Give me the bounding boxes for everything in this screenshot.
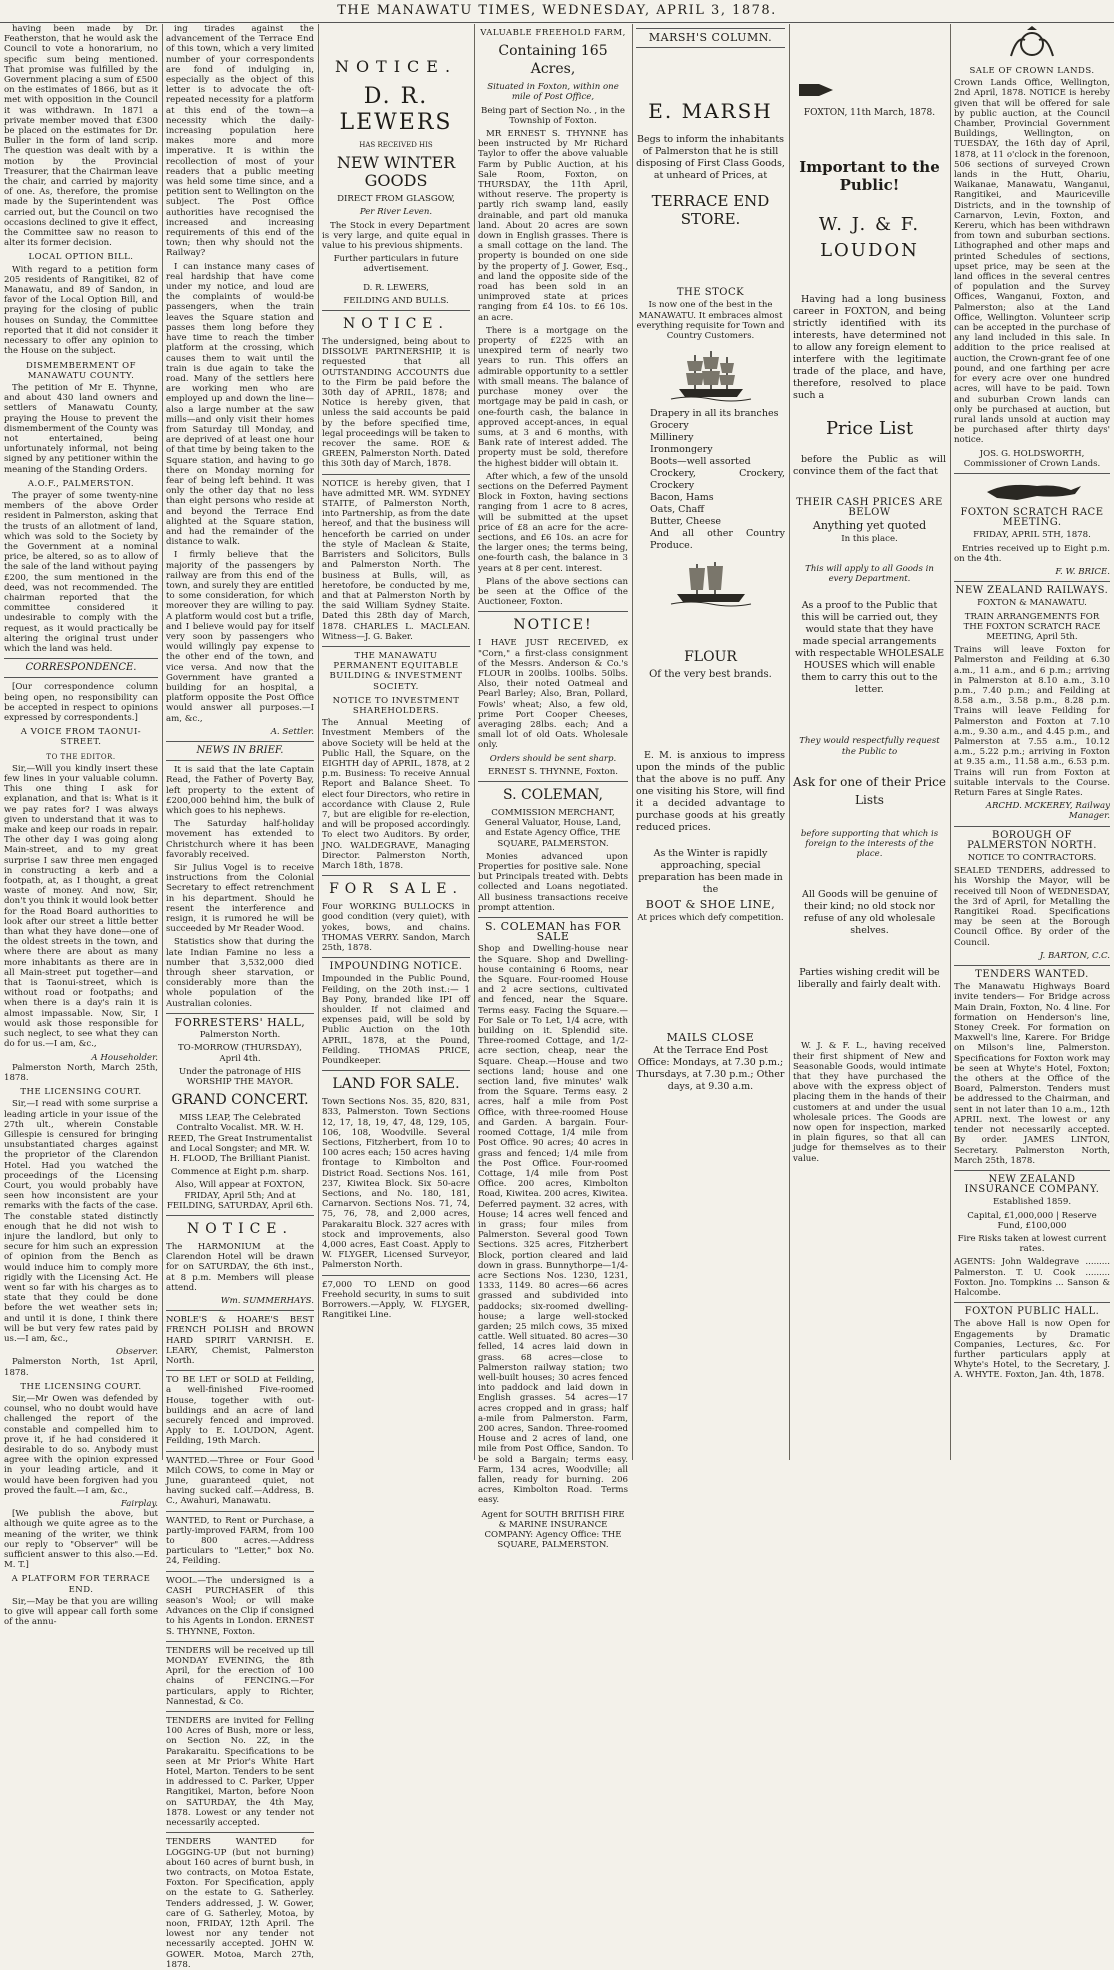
column-rule — [789, 24, 790, 1460]
subhead: DISMEMBERMENT OF MANAWATU COUNTY. — [25, 360, 137, 381]
letter-title: A PLATFORM FOR TERRACE END. — [11, 1574, 151, 1595]
ad-headline: MAILS CLOSE — [666, 1030, 755, 1044]
ad-text: Plans of the above sections can be seen at the Office of the Auctioneer, Foxton. — [478, 576, 628, 608]
ad-headline: Important to the Public! — [799, 158, 940, 195]
ad-headline: FOXTON SCRATCH RACE MEETING. — [960, 506, 1104, 529]
partnership-notice: NOTICE is hereby given, that I have admitted MR. WM. SYDNEY STAITE, of Palmerston North, into Partnership, as from the date hereof, and that the business will henceforth be carried on under the style of Maclean & Staite, Barristers and Solicitors, Bulls and Palmerston North. The business at Bulls, will, as heretofore, be conducted by me, and that at Palmerston North by the said William Sydney Staite. Dated this 28th day of March, 1878. CHARLES L. MACLEAN. Witness—J. G. Baker. — [322, 478, 470, 642]
subhead: LOCAL OPTION BILL. — [28, 252, 134, 263]
ad-text: HAS RECEIVED HIS — [359, 141, 433, 149]
editor-note: [Our correspondence column being open, no responsibility can be accepted in respect to opinions expressed by correspondents.] — [4, 682, 158, 723]
merchant-name: D. R. LEWERS — [339, 84, 453, 135]
tenders-ad: TENDERS will be received up till MONDAY EVENING, the 8th April, for the erection of 100 chains of FENCING.—For particulars, apply to Richter, Nannestad, & Co. — [166, 1645, 314, 1707]
ad-text: Entries received up to Eight p.m. on the 4th. — [954, 543, 1110, 564]
letter-title: A VOICE FROM TAONUI-STREET. — [20, 727, 142, 748]
masthead: THE MANAWATU TIMES, WEDNESDAY, APRIL 3, 1878. — [0, 0, 1114, 23]
racehorse-icon — [977, 478, 1087, 504]
coat-of-arms-icon — [1007, 26, 1057, 62]
meeting-notice: The Annual Meeting of Investment Members of the above Society will be held at the Public Hall, the Square, on the EIGHTH day of APRIL, 1878, at 2 p.m. Business: To receive Annual Report and Balance Sheet. To elect four Directors, who retire in accordance with Clause 2, Rule 7, but are eligible for re-election, and will be proposed accordingly. To elect two Auditors. By order, JNO. WALDEGRAVE, Managing Director. Palmerston North, March 18th, 1878. — [322, 718, 470, 871]
ad-headline: FLOUR — [684, 649, 737, 666]
ad-text: before the Public as will convince them of the fact that — [793, 454, 946, 478]
agents-list: AGENTS: John Waldegrave ......... Palmerston. T. U. Cook ......... Foxton. Jno. Tompkins ... Sanson & Halcombe. — [954, 1257, 1110, 1298]
loan-ad: £7,000 TO LEND on good Freehold security, in sums to suit Borrowers.—Apply, W. FLYGER, Rangitikei Line. — [322, 1279, 470, 1321]
ad-headline: THE STOCK — [676, 287, 745, 299]
store-name: TERRACE END STORE. — [651, 192, 770, 229]
ad-headline: Ask for one of their Price Lists — [793, 774, 946, 807]
ad-text: Parties wishing credit will be liberally and fairly dealt with. — [798, 967, 941, 991]
column-1 — [4, 24, 158, 1628]
ad-text: Having had a long business career in FOXTON, and being strictly identified with its interests, have determined not to allow any foreign element to interfere with the legitimate trade of the place, and have, therefore, resolved to place such a — [793, 294, 946, 402]
dateline: Palmerston North, 1st April, 1878. — [4, 1357, 158, 1378]
letter-text: I can instance many cases of real hardship that have come under my notice, and loud are the complaints of would-be passengers, when the train leaves the Square station and passes them long before they have time to reach the timber platform at the crossing, which causes them to wait until the train is due again to take the road. Many of the settlers here are working men who are employed up and down the line—also a large number at the saw mills—and only visit their homes from Saturday till Monday, and are deprived of at least one hour of that time by being taken to the Square station, and having to go there on Monday morning for fear of being left behind. It was only the other day that no less than eight persons who reside at and beyond the Terrace End alighted at the Square station, and had the remainder of the distance to walk. — [166, 261, 314, 548]
goods-list-item: And all other Country Produce. — [650, 528, 785, 552]
subhead: A.O.F., PALMERSTON. — [27, 478, 135, 489]
ad-text: Per River Leven. — [359, 207, 433, 218]
ad-text: As a proof to the Public that this will be carried out, they would state that they have made special arrangements with respectable WHOLESALE HOUSES which will enable them to carry this out to the letter. — [794, 600, 945, 696]
ad-text: Of the very best brands. — [649, 669, 772, 681]
article-text: having been made by Dr. Featherston, that he would ask the Council to vote a honorarium, no specific sum being mentioned. That promise was fulfilled by the Government placing a sum of £500 on the estimates of 1866, but as it met with opposition in the Council it was withdrawn. In 1871 a private member moved that £300 be placed on the estimates for Dr. Buller in the form of land scrip. The question was dealt with by a motion by the Provincial Treasurer, that the Chairman leave the chair, and carried by majority of one. As, therefore, the promise made by the Superintendent was carried out, but the Council on two occasions declined to give it effect, the Committee saw no reason to alter its former decision. — [4, 24, 158, 249]
ad-headline: THEIR CASH PRICES ARE BELOW — [796, 497, 943, 519]
ad-text: There is a mortgage on the property of £225 with an unexpired term of nearly two years to run. This offers an admirable opportunity to a settler with small means. The balance of purchase money over the mortgage may be paid in cash, or one-fourth cash, the balance in approved accept-ances, in equal sums, at 3 and 6 months, with Bank rate of interest added. The property must be sold, therefore the highest bidder will obtain it. — [478, 325, 628, 469]
ad-headline: BOROUGH OF PALMERSTON NORTH. — [967, 829, 1097, 851]
ad-text: Orders should be sent sharp. — [489, 753, 617, 764]
goods-list-item: Crockery, Crockery, Crockery — [650, 468, 785, 492]
flour-notice: I HAVE JUST RECEIVED, ex "Corn," a first-class consignment of the Messrs. Anderson & Co.'s FLOUR in 200lbs. 100lbs. 50lbs. Also, their noted Oatmeal and Pearl Barley; Also, Bran, Pollard, Fowls' wheat; Also, a few old, prime Port Cooper Cheeses, averaging 28lbs. each; And a small lot of old Oats. Wholesale only. — [478, 638, 628, 751]
editor-note: [We publish the above, but although we quite agree as to the meaning of the writer, we think our reply to "Observer" will be sufficient answer to this also.—Ed. M. T.] — [4, 1509, 158, 1571]
train-schedule: Trains will leave Foxton for Palmerston and Feilding at 6.30 a.m., 11 a.m., and 6 p.m.; arriving in Palmerston at 8.10 a.m., 3.10 p.m., 7.40 p.m.; and Feilding at 8.58 a.m., 3.58 p.m., 8.28 p.m. Trains will leave Feilding for Palmerston and Foxton at 7.10 a.m., 9.30 a.m., and 4.45 p.m., and Palmerston at 7.55 a.m., 10.12 a.m., 5.22 p.m.; arriving in Foxton at 9.35 a.m., 11.58 a.m., 6.53 p.m. Trains will run from Foxton at suitable intervals to the Course. Return Fares at Single Rates. — [954, 645, 1110, 798]
ad-text: Monies advanced upon Properties for positive sale. None but Principals treated with. Debts collected and Loans negotiated. All business transactions receive prompt attention. — [478, 851, 628, 913]
let-ad: TO BE LET or SOLD at Feilding, a well-finished Five-roomed House, together with out-buildings and an acre of land securely fenced and improved. Apply to E. LOUDON, Agent. Feilding, 19th March. — [166, 1375, 314, 1447]
ship-icon — [671, 347, 751, 402]
column-rule — [950, 24, 951, 1460]
signature: J. BARTON, C.C. — [1039, 950, 1110, 961]
ad-headline: NEW WINTER GOODS — [336, 153, 456, 191]
ad-text: The HARMONIUM at the Clarendon Hotel will be drawn for on SATURDAY, the 6th inst., at 8 p.m. Members will please attend. — [166, 1241, 314, 1293]
ad-text: FEILDING AND BULLS. — [343, 295, 449, 306]
column-7 — [954, 24, 1110, 1460]
ad-text: Established 1859. — [992, 1197, 1072, 1208]
article-text: The prayer of some twenty-nine members of the above Order resident in Palmerston, asking that the trusts of an allotment of land, which was sold to the Society by the Government at a nominal price, be altered, so as to allow of the sale of the land without paying £200, the sum mentioned in the deed, was not recommended. The chairman reported that the committee considered it undesirable to comply with the request, as it would practically be altering the original trust under which the land was held. — [4, 490, 158, 654]
tenders-ad: TENDERS WANTED for LOGGING-UP (but not burning) about 160 acres of burnt bush, in two contracts, on Motoa Estate, Foxton. For Specification, apply on the estate to G. Satherley. Tenders addressed, J. W. Gower, care of G. Satherley, Motoa, by noon, FRIDAY, 12th April. The lowest nor any tender not necessarily accepted. JOHN W. GOWER. Motoa, March 27th, 1878. — [166, 1837, 314, 1970]
crown-lands-notice: Crown Lands Office, Wellington, 2nd April, 1878. NOTICE is hereby given that will be offered for sale by public auction, at the Council Chamber, Provincial Government Buildings, Wellington, on TUESDAY, the 16th day of April, 1878, at 11 o'clock in the forenoon, 506 sections of surveyed Crown lands in the Hutt, Ohariu, Waikanae, Manawatu, Wanganui, Rangitikei, and Mauriceville Districts, and in the township of Carnarvon, Levin, Foxton, and Kereru, which has been withdrawn from town and suburban sections. Lithographed and other maps and printed Schedules of sections, upset price, may be seen at the land offices in the several centres of population and the Survey Offices, Wanganui, Foxton, and Palmerston; also at the Land Office, Wellington. Volunteer scrip can be accepted in the purchase of any land included in this sale. In addition to the price realised at auction, the Crown-grant fee of one pound, and one farthing per acre for every acre over one hundred acres, will have to be paid. Town and suburban Crown lands can only be purchased at auction, but rural lands unsold at auction may be purchased after thirty days' notice. — [954, 78, 1110, 446]
letter-text: Sir,—Mr Owen was defended by counsel, who no doubt would have challenged the report of the constable and compelled him to prove it, if he had considered it desirable to do so. Anybody must agree with the opinion expressed in your leading article, and it would have been forgiven had you proved the fault.—I am, &c., — [4, 1394, 158, 1496]
ad-text: Situated in Foxton, within one mile of Post Office, — [487, 82, 619, 103]
goods-list-item: Millinery — [650, 432, 694, 444]
varnish-ad: NOBLE'S & HOARE'S BEST FRENCH POLISH and BROWN HARD SPIRIT VARNISH. E. LEARY, Chemist, Palmerston North. — [166, 1315, 314, 1366]
merchant-name: W. J. & F. LOUDON — [818, 214, 921, 262]
goods-list-item: Ironmongery — [650, 444, 713, 456]
dateline: FOXTON, 11th March, 1878. — [803, 108, 936, 118]
signature: F. W. BRICE. — [1055, 566, 1110, 577]
ad-text: Palmerston North. — [199, 1030, 281, 1041]
tenders-ad: TENDERS are invited for Felling 100 Acres of Bush, more or less, on Section No. 2Z, in the Parakaraitu. Specifications to be seen at Mr Prior's White Hart Hotel, Marton. Tenders to be sent in addressed to C. Parker, Upper Rangitikei, Marton, before Noon on SATURDAY, the 4th May, 1878. Lowest or any tender not necessarily accepted. — [166, 1716, 314, 1829]
ad-text: W. J. & F. L., having received their first shipment of New and Seasonable Goods, would intimate that they have purchased the above with the express object of placing them in the hands of their customers at and under the usual wholesale prices. The Goods are now open for inspection, marked in plain figures, so that all can judge for themselves as to their value. — [793, 1041, 946, 1164]
ad-text: Being part of Section No. , in the Township of Foxton. — [481, 105, 625, 126]
ad-text: At prices which defy competition. — [637, 912, 784, 923]
ad-headline: LAND FOR SALE. — [332, 1076, 460, 1093]
ad-headline: BOOT & SHOE LINE, — [645, 898, 776, 912]
letter-text: Sir,—Will you kindly insert these few lines in your valuable column. This one thing I ask for explanation, and that is: What is it we pay rates for? I was always given to understand that it was to make and keep our roads in repair. The other day I was going along Main-street, and to my great surprise I saw three men engaged in constructing a kerb and a footpath, at, as I thought, a great waste of money. And now, Sir, don't you think it would look better for the Road Board authorities to look after our street a little better than what they have done—one of the oldest streets in the town, and where there are about as many more inhabitants as there are in all Main-street put together—and that is Taonui-street, which is without road or footpaths; and when there is a day's rain it is almost impassable. Now, Sir, I would ask those responsible for such neglect, to see what they can do for us.—I am, &c., — [4, 763, 158, 1050]
ad-text: Under the patronage of HIS WORSHIP THE MAYOR. — [178, 1066, 302, 1087]
goods-list — [636, 408, 785, 552]
pointing-hand-icon — [797, 74, 837, 104]
letter-text: Sir,—I read with some surprise a leading article in your issue of the 27th ult., wherein Constable Gillespie is censured for bringing unsubstantiated charges against the proprietor of the Clarendon Hotel. Had you watched the proceedings of the Licensing Court, you would probably have seen how inconsistent are your remarks with the facts of the case. The constable stated distinctly enough that he did not wish to injure the landlord, but only to secure for him such an expression of opinion from the Bench as would induce him to comply more rigidly with the Licensing Act. He went so far with his charges as to state that they could be done before the wet weather sets in; and until it is done, I think there will be but very few rates paid by us.—I am, &c., — [4, 1099, 158, 1344]
signature: JOS. G. HOLDSWORTH, Commissioner of Crown Lands. — [963, 448, 1101, 469]
ad-text: before supporting that which is foreign to the interests of the place. — [800, 828, 939, 860]
column-rule — [162, 24, 163, 1460]
ad-headline: VALUABLE FREEHOLD FARM, — [480, 28, 626, 38]
ad-text: Is now one of the best in the MANAWATU. It embraces almost everything requisite for Town and Country Customers. — [636, 300, 785, 342]
article-text: The petition of Mr E. Thynne, and about 430 land owners and settlers of Manawatu County, praying the House to prevent the dismemberment of the County was not entertained, being unfortunately informal, not being signed by any petitioner within the meaning of the Standing Orders. — [4, 382, 158, 475]
column-4 — [478, 24, 628, 1551]
ad-text: FRIDAY, APRIL 5TH, 1878. — [973, 530, 1091, 541]
merchant-name: S. COLEMAN, — [503, 787, 603, 803]
signature: A Householder. — [91, 1052, 158, 1063]
article-text: With regard to a petition form 205 residents of Rangitikei, 82 of Manawatu, and 89 of Sandon, in favor of the Local Option Bill, and praying for the closing of public houses on Sunday, the Committee reported that it did not consider it necessary to offer any opinion to the House on the subject. — [4, 264, 158, 357]
column-3 — [322, 24, 470, 1460]
ad-text: Begs to inform the inhabitants of Palmerston that he is still disposing of First Class Goods, at unheard of Prices, at — [636, 134, 785, 182]
ad-headline: FOR SALE. — [329, 881, 463, 898]
ad-text: At the Terrace End Post Office: Mondays, at 7.30 p.m.; Thursdays, at 7.30 p.m.; Other days, at 9.30 a.m. — [636, 1045, 785, 1093]
impound-notice: Impounded in the Public Pound, Feilding, on the 20th inst.:— 1 Bay Pony, branded like IPI off shoulder. If not claimed and expenses paid, will be sold by Public Auction on the 10th APRIL, 1878, at the Pound, Feilding. THOMAS PRICE, Poundkeeper. — [322, 974, 470, 1067]
column-5 — [636, 24, 785, 1460]
ad-text: The Stock in every Department is very large, and quite equal in value to his previous shipments. — [322, 220, 470, 252]
ad-text: E. M. is anxious to impress upon the minds of the public that the above is no puff. Any one visiting his Store, will find it a decided advantage to purchase goods at his greatly reduced prices. — [636, 750, 785, 834]
section-heading: NEWS IN BRIEF. — [196, 745, 284, 757]
goods-list-item: Grocery — [650, 420, 689, 432]
hall-ad: The above Hall is now Open for Engagements by Dramatic Companies, Lectures, &c. For further particulars apply at Whyte's Hotel, to the Secretary, J. A. WHYTE. Foxton, Jan. 4th, 1878. — [954, 1319, 1110, 1381]
ad-headline: NOTICE. — [187, 1220, 293, 1237]
ad-text: In this place. — [841, 533, 898, 544]
ad-text: As the Winter is rapidly approaching, special preparation has been made in the — [638, 848, 783, 896]
ad-text: They would respectfully request the Public to — [799, 736, 940, 757]
wanted-ad: WANTED.—Three or Four Good Milch COWS, to come in May or June, guaranteed quiet, not having sucked calf.—Address, B. C., Awahuri, Manawatu. — [166, 1455, 314, 1507]
letter-title: THE LICENSING COURT. — [20, 1381, 142, 1392]
sale-ad: Four WORKING BULLOCKS in good condition (very quiet), with yokes, bows, and chains. THOMAS VERRY. Sandon, March 25th, 1878. — [322, 902, 470, 953]
column-rule — [474, 24, 475, 1460]
partnership-notice: The undersigned, being about to DISSOLVE PARTNERSHIP, it is requested that all OUTSTANDING ACCOUNTS due to the Firm be paid before the 30th day of APRIL, 1878; and Notice is hereby given, that unless the said accounts be paid by the before specified time, legal proceedings will be taken to recover the same. ROE & GREEN, Palmerston North. Dated this 30th day of March, 1878. — [322, 337, 470, 470]
ad-text: TRAIN ARRANGEMENTS FOR THE FOXTON SCRATCH RACE MEETING, April 5th. — [963, 611, 1101, 642]
ad-text: NOTICE TO CONTRACTORS. — [967, 853, 1097, 864]
ad-text: TO-MORROW (THURSDAY), April 4th. — [177, 1043, 303, 1064]
property-list: Shop and Dwelling-house near the Square. Shop and Dwelling-house containing 6 Rooms, near the Square. Four-roomed House and 2 acre sections, cultivated and fenced, near the Square. Terms easy. Facing the Square.—For Sale or To Let, 1/4 acre, with building on it. Splendid site. Three-roomed Cottage, and 1/2-acre section, cheap, near the Square. Cheap.—House and two sections land; house and one section land, five minutes' walk from the Square. Terms easy. 2 acres, half a mile from Post Office, with three-roomed House and Garden. A bargain. Four-roomed Cottage, 1/4 mile from Post Office. 90 acres; 40 acres in grass and fenced; 1/4 mile from the Post Office. Four-roomed Cottage, 1/4 mile from Post Office. 200 acres, Kimbolton Road, Kiwitea. 200 acres, Kiwitea. Deferred payment. 32 acres, with House; 14 acres well fenced and in grass; four miles from Palmerston. Several good Town Sections. 325 acres, Fitzherbert Block, portion cleared and laid down in grass. Bunnythorpe—1/4-acre Sections Nos. 1230, 1231, 1333, 1149. 80 acres—66 acres grassed and subdivided into paddocks; six-roomed dwelling-house; a large well-stocked garden; 25 milch cows, 35 mixed cattle. Well situated. 80 acres—30 felled, 14 acres laid down in grass. 68 acres—close to Palmerston railway station; two well-built houses; 30 acres fenced into paddock and laid down in English grasses. 54 acres—17 acres cropped and in grass; half a-mile from Palmerston. Farm, 200 acres, Sandon. Three-roomed House and 2 acres of land, one mile from Post Office, Sandon. To be sold a Bargain; terms easy. Farm, 134 acres, Woodville; all fallen, ready for burning. 206 acres, Kimbolton Road. Terms easy. — [478, 944, 628, 1506]
to-editor: TO THE EDITOR. — [46, 752, 116, 761]
dateline: Palmerston North, March 25th, 1878. — [4, 1062, 158, 1083]
subhead: NOTICE TO INVESTMENT SHAREHOLDERS. — [332, 695, 460, 716]
ship-icon — [671, 558, 751, 608]
ad-text: Commence at Eight p.m. sharp. — [170, 1167, 310, 1178]
ad-headline: IMPOUNDING NOTICE. — [329, 961, 463, 973]
wanted-ad: WANTED, to Rent or Purchase, a partly-improved FARM, from 100 to 800 acres.—Address particulars to "Letter," box No. 24, Feilding. — [166, 1515, 314, 1567]
goods-list-item: Bacon, Hams — [650, 492, 714, 504]
column-title: MARSH'S COLUMN. — [636, 28, 785, 48]
ad-headline: NOTICE! — [513, 617, 593, 634]
ad-text: DIRECT FROM GLASGOW, — [337, 194, 455, 205]
column-rule — [632, 24, 633, 1460]
signature: Observer. — [116, 1347, 158, 1358]
goods-list-item: Boots—well assorted — [650, 456, 751, 468]
ad-headline: FOXTON PUBLIC HALL. — [964, 1306, 1100, 1318]
signature: Fairplay. — [120, 1499, 158, 1510]
column-6 — [793, 24, 946, 1460]
signature: D. R. LEWERS, — [363, 282, 429, 293]
column-rule — [318, 24, 319, 1460]
news-item: Sir Julius Vogel is to receive instructions from the Colonial Secretary to effect retrenchment in his department. Should he resent the interference and resign, it is rumored he will be succeeded by Mr Reader Wood. — [166, 863, 314, 935]
news-item: The Saturday half-holiday movement has extended to Christchurch where it has been favorably received. — [166, 819, 314, 860]
section-heading: CORRESPONDENCE. — [25, 662, 137, 674]
ad-headline: TENDERS WANTED. — [975, 969, 1089, 981]
ad-text: This will apply to all Goods in every Department. — [805, 564, 934, 585]
ad-headline: NEW ZEALAND INSURANCE COMPANY. — [964, 1173, 1100, 1196]
ad-text: MR ERNEST S. THYNNE has been instructed by Mr Richard Taylor to offer the above valuable Farm by Public Auction, at his Sale Room, Foxton, on THURSDAY, the 11th April, without reserve. The property is partly rich swamp land, easily drainable, and part old manuka land. About 20 acres are sown down in English grasses. There is a small cottage on the land. The property is bounded on one side by the property of J. Gower, Esq., and land the opposite side of the road has been sold in an unimproved state at prices ranging from £4 10s. to £6 10s. an acre. — [478, 129, 628, 323]
contractors-notice: SEALED TENDERS, addressed to his Worship the Mayor, will be received till Noon of WEDNESDAY, the 3rd of April, for Metalling the Rangitikei Road. Specifications may be seen at the Borough Council Office. By order of the Council. — [954, 866, 1110, 948]
signature: ARCHD. MCKEREY, Railway Manager. — [985, 801, 1110, 822]
ad-headline: NOTICE. — [343, 316, 449, 333]
harmonium-notice — [166, 1220, 314, 1306]
letter-text: ing tirades against the advancement of the Terrace End of this town, which a very limited number of your correspondents are fond of indulging in, especially as the object of this letter is to advocate the oft-repeated necessity for a platform at this end of the town—a necessity which the daily-increasing population here makes more and more imperative. It is within the recollection of most of your readers that a public meeting was held some time since, and a petition sent to Wellington on the subject. The Post Office authorities have recognised the increased and increasing requirements of this end of the town; then why should not the Railway? — [166, 24, 314, 259]
ad-headline: Price List — [825, 418, 914, 440]
ad-text: Capital, £1,000,000 | Reserve Fund, £100,000 — [967, 1210, 1097, 1231]
goods-list-item: Oats, Chaff — [650, 504, 704, 516]
ad-title: FORRESTERS' HALL, — [174, 1015, 306, 1029]
ad-headline: S. COLEMAN has FOR SALE — [485, 920, 621, 944]
ad-headline: NOTICE. — [334, 57, 458, 76]
ad-text: All Goods will be genuine of their kind; no old stock nor refuse of any old wholesale shelves. — [802, 889, 937, 937]
merchant-name: E. MARSH — [648, 99, 773, 124]
letter-text: Sir,—May be that you are willing to give will appear call forth some of the annu- — [4, 1596, 158, 1628]
ad-text: Also, Will appear at FOXTON, FRIDAY, April 5th; And at FEILDING, SATURDAY, April 6th. — [166, 1180, 314, 1211]
ad-text: Fire Risks taken at lowest current rates. — [957, 1233, 1107, 1255]
letter-title: THE LICENSING COURT. — [20, 1087, 142, 1098]
signature: ERNEST S. THYNNE, Foxton. — [487, 766, 618, 777]
goods-list-item: Drapery in all its branches — [650, 408, 779, 420]
news-item: Statistics show that during the late Indian Famine no less a number that 3,532,000 died through sheer starvation, or considerably more than the whole population of the Australian colonies. — [166, 937, 314, 1009]
ad-text: Agent for SOUTH BRITISH FIRE & MARINE INSURANCE COMPANY: Agency Office: THE SQUARE, PALMERSTON. — [481, 1509, 625, 1551]
ad-text: Anything yet quoted — [812, 518, 927, 532]
ad-text: After which, a few of the unsold sections on the Deferred Payment Block in Foxton, having sections ranging from 1 acre to 8 acres, will be submitted at the upset price of £8 an acre for the acre-sections, and £6 10s. an acre for the larger ones; the terms being, one-fourth cash, the balance in 3 years at 8 per cent. interest. — [478, 471, 628, 574]
ad-headline: Containing 165 Acres, — [498, 43, 608, 78]
tenders-ad: The Manawatu Highways Board invite tenders— For Bridge across Main Drain, Foxton, No. 4 line. For formation on Henderson's line, Stoney Creek. For formation on Maxwell's line, Karere. For Bridge on Milson's line, Palmerston. Specifications for Foxton work may be seen at Whyte's Hotel, Foxton; the others at the Office of the Board, Palmerston. Tenders must be addressed to the Chairman, and sent in not later than 10 a.m., 12th APRIL next. The lowest or any tender not necessarily accepted. By order. JAMES LINTON, Secretary. Palmerston North, March 25th, 1878. — [954, 982, 1110, 1166]
ad-headline: SALE OF CROWN LANDS. — [969, 66, 1095, 76]
signature: A. Settler. — [270, 726, 314, 737]
goods-list-item: Butter, Cheese — [650, 516, 722, 528]
concert-ad — [166, 1015, 314, 1211]
column-2 — [166, 24, 314, 1970]
ad-headline: NEW ZEALAND RAILWAYS. — [955, 585, 1109, 597]
ad-headline: GRAND CONCERT. — [171, 1092, 309, 1109]
signature: Wm. SUMMERHAYS. — [220, 1295, 314, 1306]
ad-text: FOXTON & MANAWATU. — [977, 598, 1087, 609]
ad-text: Further particulars in future advertisement. — [333, 254, 459, 275]
letter-text: I firmly believe that the majority of the passengers by railway are from this end of the town, and surely they are entitled to some consideration, for which moreover they are willing to pay. A platform would cost but a trifle, and I believe would pay for itself very soon by passengers who would willingly pay expense to the other end of the town, and vice versa. And now that the Government have granted a building for an hospital, a platform opposite the Post Office would answer all purposes.—I am, &c., — [166, 550, 314, 724]
wool-ad: WOOL.—The undersigned is a CASH PURCHASER of this season's Wool; or will make Advances on the Clip if consigned to his Agents in London. ERNEST S. THYNNE, Foxton. — [166, 1575, 314, 1637]
ad-text: MISS LEAP, The Celebrated Contralto Vocalist. MR. W. H. REED, The Great Instrumentalist and Local Songster; and MR. W. H. FLOOD, The Brilliant Pianist. — [167, 1113, 313, 1164]
land-ad: Town Sections Nos. 35, 820, 831, 833, Palmerston. Town Sections 12, 17, 18, 19, 47, 48, 129, 105, 106, 108, Woodville. Several Sections, Fitzherbert, from 10 to 100 acres each; 150 acres having frontage to Kimbolton and District Road. Sections Nos. 161, 237, Kiwitea Block. Six 50-acre Sections, and No. 180, 181, Carnarvon. Sections Nos. 71, 74, 75, 76, 78, and 2,000 acres, Parakaraitu Block. 327 acres with stock and improvements, also 4,000 acres, East Coast. Apply to W. FLYGER, Licensed Surveyor, Palmerston North. — [322, 1097, 471, 1271]
news-item: It is said that the late Captain Read, the Father of Poverty Bay, left property to the extent of £200,000 behind him, the bulk of which goes to his nephews. — [166, 765, 314, 817]
ad-text: COMMISSION MERCHANT, General Valuator, House, Land, and Estate Agency Office, THE SQUARE, PALMERSTON. — [484, 808, 622, 849]
ad-headline: THE MANAWATU PERMANENT EQUITABLE BUILDING & INVESTMENT SOCIETY. — [329, 650, 463, 692]
